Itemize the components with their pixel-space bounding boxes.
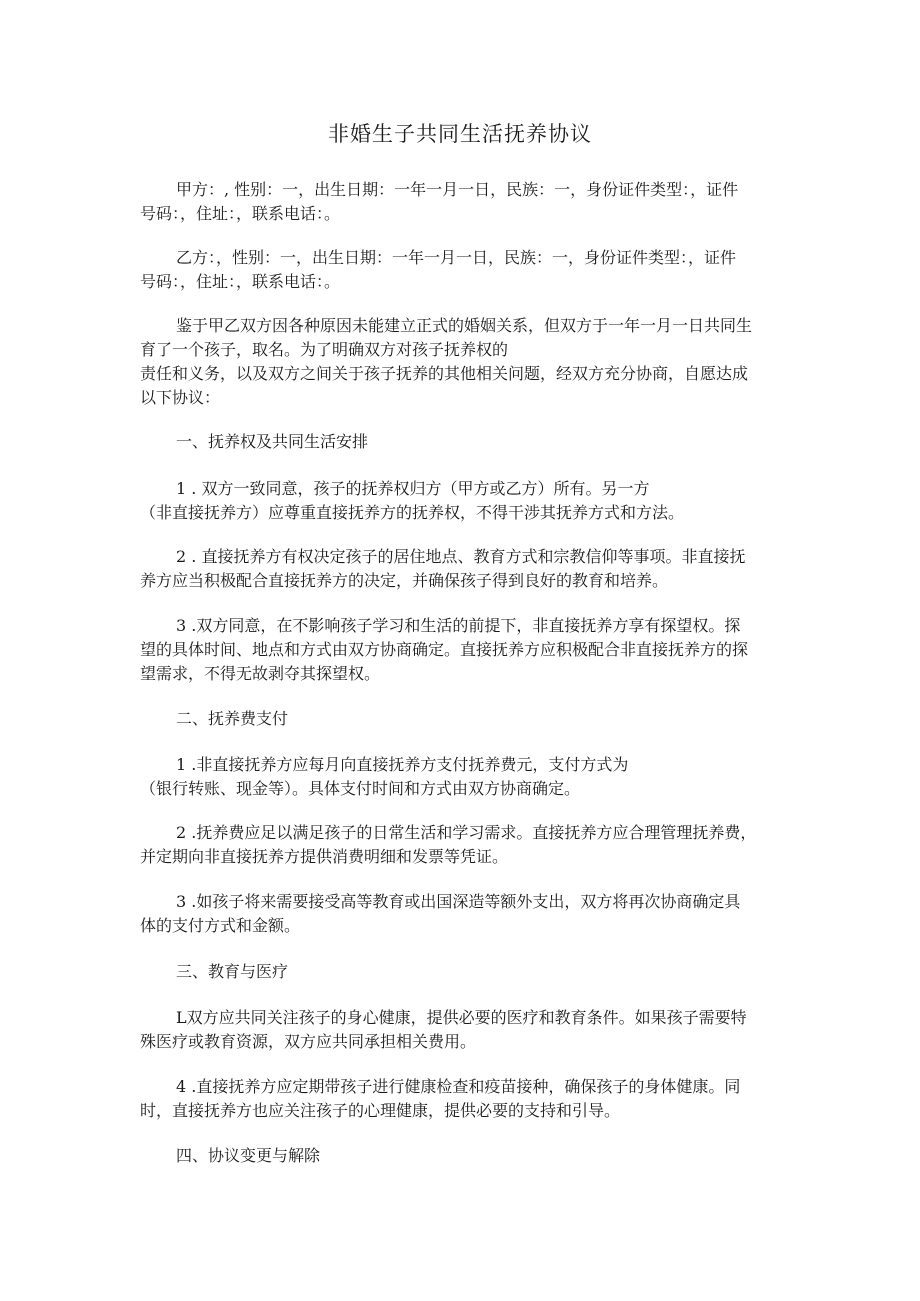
section-3-item-1-line-2: 殊医疗或教育资源，双方应共同承担相关费用。 — [140, 1032, 477, 1051]
section-3-heading: 三、教育与医疗 — [176, 962, 289, 981]
section-1-item-3-line-1: 3 .双方同意，在不影响孩子学习和生活的前提下，非直接抚养方享有探望权。探 — [176, 616, 741, 635]
section-4-heading: 四、协议变更与解除 — [176, 1146, 321, 1165]
preamble-line-3: 责任和义务，以及双方之间关于孩子抚养的其他相关问题，经双方充分协商，自愿达成 — [140, 364, 749, 383]
section-1-item-1-line-1: 1 . 双方一致同意，孩子的抚养权归方（甲方或乙方）所有。另一方 — [176, 479, 650, 498]
section-3-item-1 — [140, 1006, 785, 1054]
section-1-item-3-line-2: 望的具体时间、地点和方式由双方协商确定。直接抚养方应积极配合非直接抚养方的探 — [140, 640, 749, 659]
party-b-line-2: 号码：，住址：，联系电话：。 — [140, 272, 341, 291]
section-2-item-2 — [140, 821, 785, 869]
section-2-item-2-line-1: 2 .抚养费应足以满足孩子的日常生活和学习需求。直接抚养方应合理管理抚养费， — [176, 823, 757, 842]
party-a-paragraph — [140, 178, 785, 226]
section-2-item-2-line-2: 并定期向非直接抚养方提供消费明细和发票等凭证。 — [140, 847, 509, 866]
section-1-item-1-line-2: （非直接抚养方）应尊重直接抚养方的抚养权，不得干涉其抚养方式和方法。 — [140, 503, 685, 522]
party-b-paragraph — [140, 246, 785, 294]
preamble-line-2: 育了一个孩子，取名。为了明确双方对孩子抚养权的 — [140, 340, 509, 359]
section-2-item-3 — [140, 890, 785, 938]
document-title: 非婚生子共同生活抚养协议 — [328, 122, 592, 146]
section-2-item-3-line-1: 3 .如孩子将来需要接受高等教育或出国深造等额外支出，双方将再次协商确定具 — [176, 892, 741, 911]
party-a-line-2: 号码：，住址：，联系电话：。 — [140, 204, 341, 223]
section-3-item-2-line-1: 4 .直接抚养方应定期带孩子进行健康检查和疫苗接种，确保孩子的身体健康。同 — [176, 1077, 741, 1096]
section-1-item-1 — [140, 477, 785, 525]
section-1-item-2-line-2: 养方应当积极配合直接抚养方的决定，并确保孩子得到良好的教育和培养。 — [140, 571, 669, 590]
section-3-item-1-line-1: L双方应共同关注孩子的身心健康，提供必要的医疗和教育条件。如果孩子需要特 — [176, 1008, 747, 1027]
section-1-item-3-line-3: 望需求，不得无故剥夺其探望权。 — [140, 664, 381, 683]
section-1-item-3 — [140, 614, 785, 686]
section-2-item-3-line-2: 体的支付方式和金额。 — [140, 916, 301, 935]
section-1-item-2-line-1: 2 . 直接抚养方有权决定孩子的居住地点、教育方式和宗教信仰等事项。非直接抚 — [176, 547, 746, 566]
section-2-item-1 — [140, 753, 785, 801]
section-3-item-2-line-2: 时，直接抚养方也应关注孩子的心理健康，提供必要的支持和引导。 — [140, 1101, 621, 1120]
section-1-item-2 — [140, 545, 785, 593]
section-1-heading: 一、抚养权及共同生活安排 — [176, 432, 369, 451]
party-a-line-1: 甲方：, 性别：一，出生日期：一年一月一日，民族：一，身份证件类型：，证件 — [176, 180, 739, 199]
section-2-item-1-line-2: （银行转账、现金等）。具体支付时间和方式由双方协商确定。 — [140, 779, 581, 798]
preamble-line-4: 以下协议： — [140, 388, 221, 407]
section-2-item-1-line-1: 1 .非直接抚养方应每月向直接抚养方支付抚养费元，支付方式为 — [176, 755, 629, 774]
preamble-paragraph — [140, 314, 785, 410]
preamble-line-1: 鉴于甲乙双方因各种原因未能建立正式的婚姻关系，但双方于一年一月一日共同生 — [176, 316, 753, 335]
party-b-line-1: 乙方：，性别：一，出生日期：一年一月一日，民族：一，身份证件类型：，证件 — [176, 248, 737, 267]
section-3-item-2 — [140, 1075, 785, 1123]
section-2-heading: 二、抚养费支付 — [176, 709, 289, 728]
